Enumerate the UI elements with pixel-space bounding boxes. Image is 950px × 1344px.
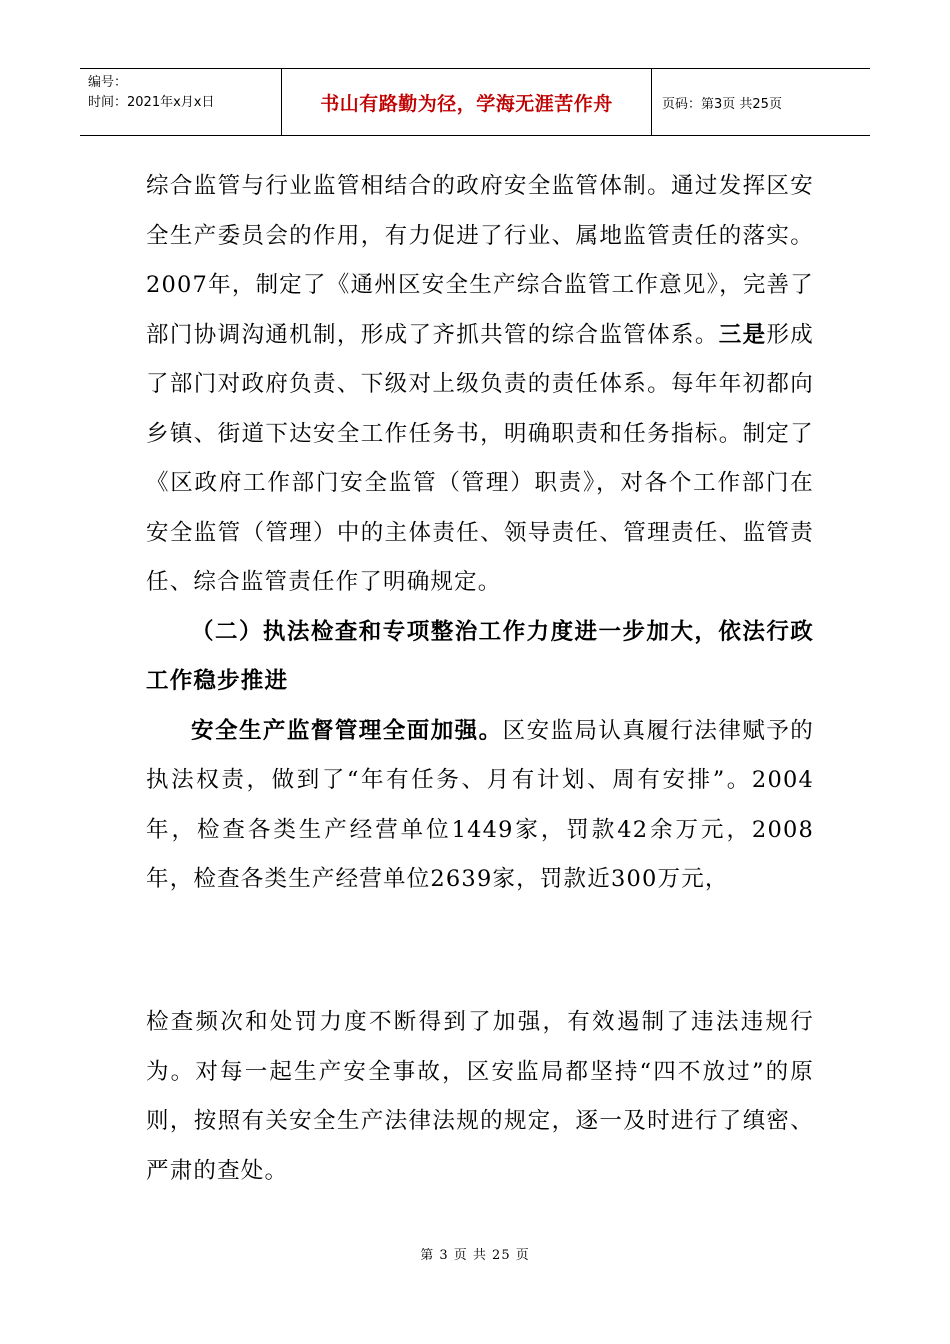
body-paragraph (146, 707, 814, 905)
document-body-top (146, 162, 814, 905)
paragraph-text: 综合监管与行业监管相结合的政府安全监管体制。通过发挥区安全生产委员会的作用，有力促进了行业、属地监管责任的落实。2007年，制定了《通州区安全生产综合监管工作意见》，完善了部门协调沟通机制，形成了齐抓共管的综合监管体系。 (146, 173, 814, 348)
paragraph-text: 区安监局认真履行法律赋予的执法权责，做到了“年有任务、月有计划、周有安排”。2004年，检查各类生产经营单位1449家，罚款42余万元，2008年，检查各类生产经营单位2639家，罚款近300万元， (146, 717, 814, 892)
document-number-label: 编号： (88, 75, 128, 90)
header-motto: 书山有路勤为径，学海无涯苦作舟 (282, 69, 652, 135)
bold-lead-phrase: 安全生产监督管理全面加强。 (191, 717, 503, 744)
document-body-bottom (146, 998, 814, 1196)
header-meta (80, 69, 282, 135)
page-footer: 第 3 页 共 25 页 (420, 1248, 530, 1263)
header-page-number: 页码：第3页 共25页 (662, 96, 782, 112)
section-heading: （二）执法检查和专项整治工作力度进一步加大，依法行政工作稳步推进 (146, 618, 814, 694)
paragraph-text: 形成了部门对政府负责、下级对上级负责的责任体系。每年年初都向乡镇、街道下达安全工作任务书，明确职责和任务指标。制定了《区政府工作部门安全监管（管理）职责》，对各个工作部门在安全监管（管理）中的主体责任、领导责任、管理责任、监管责任、综合监管责任作了明确规定。 (146, 321, 814, 595)
body-paragraph (146, 162, 814, 608)
page-header (80, 68, 870, 136)
bold-lead-phrase: 三是 (718, 321, 767, 348)
body-paragraph: 检查频次和处罚力度不断得到了加强，有效遏制了违法违规行为。对每一起生产安全事故，区安监局都坚持“四不放过”的原则，按照有关安全生产法律法规的规定，逐一及时进行了缜密、严肃的查处。 (146, 1009, 814, 1184)
document-date-label: 时间：2021年x月x日 (88, 95, 215, 110)
